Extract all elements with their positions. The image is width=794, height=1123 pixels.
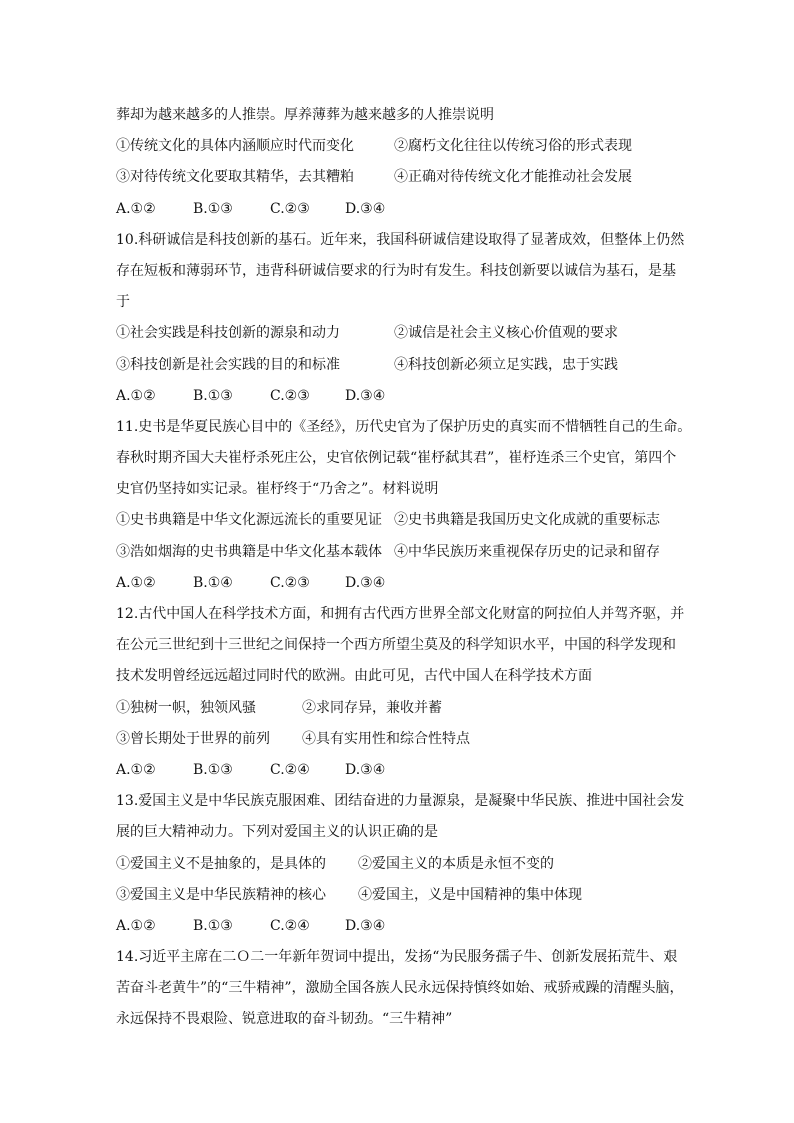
statement: ④正确对待传统文化才能推动社会发展: [394, 169, 632, 186]
statement: ②腐朽文化往往以传统习俗的形式表现: [394, 138, 632, 155]
statement: ③曾长期处于世界的前列: [116, 730, 270, 747]
option-d: D.③④: [345, 574, 386, 591]
statement: ④爱国主，义是中国精神的集中体现: [358, 886, 582, 903]
question-stem-line: 11.史书是华夏民族心目中的《圣经》，历代史官为了保护历史的真实而不惜牺牲自己的生命。: [116, 418, 692, 435]
option-d: D.③④: [345, 917, 386, 934]
statement-row: [116, 693, 682, 724]
option-c: C.②④: [270, 917, 310, 934]
option-c: C.②③: [270, 574, 310, 591]
statement-row: [116, 505, 682, 536]
question-stem-line: 14.习近平主席在二Ｏ二一年新年贺词中提出，发扬“为民服务孺子牛、创新发展拓荒牛、艰: [116, 949, 678, 966]
statement: ③浩如烟海的史书典籍是中华文化基本载体: [116, 543, 382, 560]
option-a: A.①②: [116, 574, 156, 591]
statement: ①社会实践是科技创新的源泉和动力: [116, 325, 340, 342]
statement: ③科技创新是社会实践的目的和标准: [116, 356, 340, 373]
statement: ②爱国主义的本质是永恒不变的: [358, 855, 554, 872]
option-d: D.③④: [345, 200, 386, 217]
statement: ④科技创新必须立足实践，忠于实践: [394, 356, 618, 373]
statement: ②史书典籍是我国历史文化成就的重要标志: [394, 512, 660, 529]
question-stem-line: 在公元三世纪到十三世纪之间保持一个西方所望尘莫及的科学知识水平，中国的科学发现和: [116, 637, 676, 654]
option-a: A.①②: [116, 761, 156, 778]
statement: ②求同存异，兼收并蓄: [302, 699, 442, 716]
statement-row: [116, 350, 682, 381]
statement: ①史书典籍是中华文化源远流长的重要见证: [116, 512, 382, 529]
question-stem-line: 技术发明曾经远远超过同时代的欧洲。由此可见，古代中国人在科学技术方面: [116, 668, 592, 685]
statement: ②诚信是社会主义核心价值观的要求: [394, 325, 618, 342]
question-stem-line: 史官仍坚持如实记录。崔杼终于“乃舍之”。材料说明: [116, 481, 439, 498]
statement-row: [116, 162, 682, 193]
statement-row: [116, 724, 682, 755]
statement: ④具有实用性和综合性特点: [302, 730, 470, 747]
question-stem-line: 10.科研诚信是科技创新的基石。近年来，我国科研诚信建设取得了显著成效，但整体上仍然: [116, 231, 685, 248]
option-d: D.③④: [345, 761, 386, 778]
question-stem-line: 12.古代中国人在科学技术方面，和拥有古代西方世界全部文化财富的阿拉伯人并驾齐驱，并: [116, 606, 685, 622]
option-b: B.①④: [193, 574, 233, 591]
question-stem-line: 苦奋斗老黄牛”的“三牛精神”，激励全国各族人民永远保持慎终如始、戒骄戒躁的清醒头脑，: [116, 980, 684, 997]
statement-row: [116, 131, 682, 162]
question-stem-line: 存在短板和薄弱环节，违背科研诚信要求的行为时有发生。科技创新要以诚信为基石，是基: [116, 262, 676, 279]
option-a: A.①②: [116, 917, 156, 934]
option-c: C.②④: [270, 761, 310, 778]
statement: ④中华民族历来重视保存历史的记录和留存: [394, 543, 660, 560]
statement: ①爱国主义不是抽象的，是具体的: [116, 855, 326, 872]
option-a: A.①②: [116, 200, 156, 217]
statement: ①传统文化的具体内涵顺应时代而变化: [116, 138, 354, 155]
statement: ③爱国主义是中华民族精神的核心: [116, 886, 326, 903]
answer-options: [116, 381, 682, 412]
option-b: B.①③: [193, 387, 233, 404]
exam-page: [116, 100, 692, 1036]
answer-options: [116, 911, 682, 942]
option-b: B.①③: [193, 917, 233, 934]
statement: ③对待传统文化要取其精华，去其糟粕: [116, 169, 354, 186]
question-stem-line: 于: [116, 294, 130, 311]
option-c: C.②③: [270, 387, 310, 404]
question-stem-line: 永远保持不畏艰险、锐意进取的奋斗韧劲。“三牛精神”: [116, 1011, 453, 1028]
statement-row: [116, 849, 682, 880]
question-stem-line: 13.爱国主义是中华民族克服困难、团结奋进的力量源泉，是凝聚中华民族、推进中国社会发: [116, 793, 685, 810]
question-stem-line: 展的巨大精神动力。下列对爱国主义的认识正确的是: [116, 824, 438, 841]
option-a: A.①②: [116, 387, 156, 404]
statement: ①独树一帜，独领风骚: [116, 699, 256, 716]
statement-row: [116, 318, 682, 349]
question-stem-line: 葬却为越来越多的人推崇。厚养薄葬为越来越多的人推崇说明: [116, 107, 494, 123]
answer-options: [116, 194, 682, 225]
option-b: B.①③: [193, 200, 233, 217]
option-c: C.②③: [270, 200, 310, 217]
option-d: D.③④: [345, 387, 386, 404]
answer-options: [116, 568, 682, 599]
statement-row: [116, 880, 682, 911]
question-stem-line: 春秋时期齐国大夫崔杼杀死庄公，史官依例记载“崔杼弑其君”，崔杼连杀三个史官，第四个: [116, 450, 677, 467]
statement-row: [116, 537, 682, 568]
option-b: B.①③: [193, 761, 233, 778]
answer-options: [116, 755, 682, 786]
